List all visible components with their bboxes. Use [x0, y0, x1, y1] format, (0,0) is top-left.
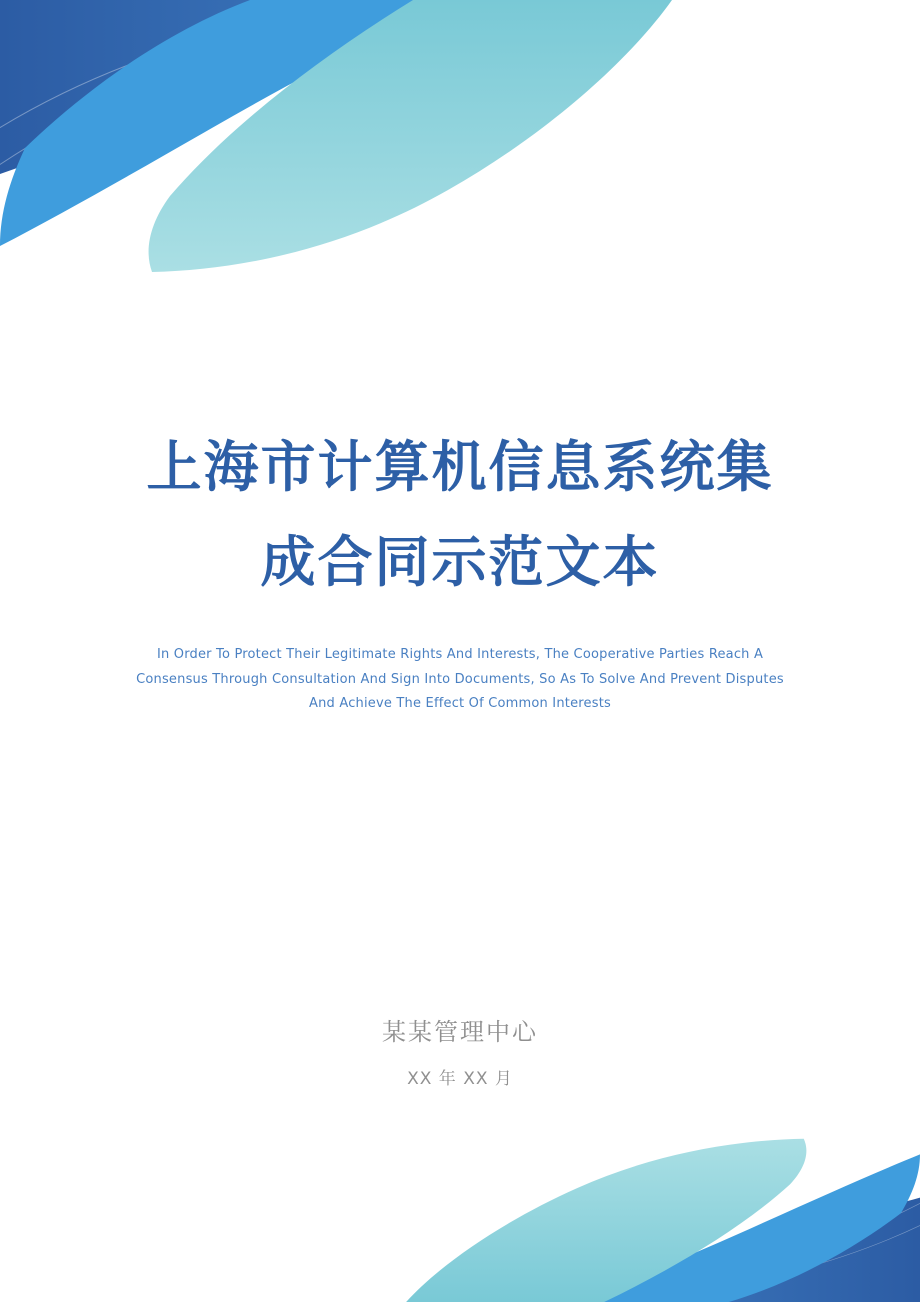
date-placeholder: XX 年 XX 月 — [407, 1069, 513, 1089]
document-subtitle — [0, 643, 920, 717]
document-title-line-2: 成合同示范文本 — [260, 530, 660, 594]
document-title — [0, 420, 920, 610]
document-title-line-1: 上海市计算机信息系统集 — [146, 435, 774, 499]
subtitle-line-3: And Achieve The Effect Of Common Interests — [309, 696, 611, 711]
organization-name: 某某管理中心 — [382, 1018, 538, 1046]
subtitle-line-2: Consensus Through Consultation And Sign Into Documents, So As To Solve And Prevent Disputes — [136, 671, 784, 687]
top-left-wave-decoration — [0, 0, 680, 280]
subtitle-line-1: In Order To Protect Their Legitimate Rights And Interests, The Cooperative Parties Reach A — [156, 647, 764, 662]
bottom-right-wave-decoration — [400, 1134, 920, 1302]
